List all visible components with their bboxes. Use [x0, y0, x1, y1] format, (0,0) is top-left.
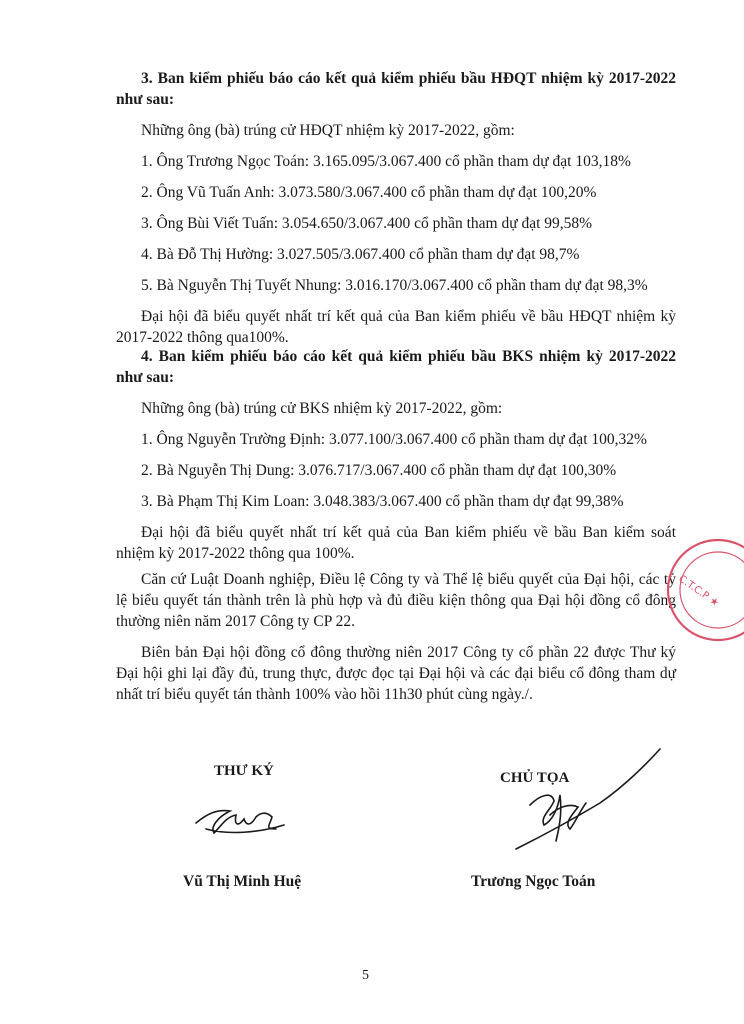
- page-number: 5: [362, 968, 369, 983]
- secretary-signature-stroke: [196, 811, 284, 834]
- legal-basis-block: [116, 569, 676, 705]
- section-3-item: 2. Ông Vũ Tuấn Anh: 3.073.580/3.067.400 cổ phần tham dự đạt 100,20%: [141, 184, 597, 201]
- secretary-name: Vũ Thị Minh Huệ: [183, 873, 302, 890]
- section-3-item: 1. Ông Trương Ngọc Toán: 3.165.095/3.067.400 cổ phần tham dự đạt 103,18%: [141, 153, 631, 170]
- chair-title: CHỦ TỌA: [500, 770, 570, 786]
- section-4-heading: 4. Ban kiểm phiếu báo cáo kết quả kiểm phiếu bầu BKS nhiệm kỳ 2017-2022 như sau:: [116, 348, 676, 386]
- chair-name: Trương Ngọc Toán: [471, 873, 596, 890]
- section-3-heading: 3. Ban kiểm phiếu báo cáo kết quả kiểm phiếu bầu HĐQT nhiệm kỳ 2017-2022 như sau:: [116, 70, 676, 108]
- section-4: [116, 346, 676, 564]
- section-4-item: 1. Ông Nguyễn Trường Định: 3.077.100/3.067.400 cổ phần tham dự đạt 100,32%: [141, 431, 647, 448]
- section-3-item: 3. Ông Bùi Viết Tuấn: 3.054.650/3.067.400 cổ phần tham dự đạt 99,58%: [141, 215, 593, 232]
- legal-basis-paragraph: Căn cứ Luật Doanh nghiệp, Điều lệ Công ty và Thể lệ biểu quyết của Đại hội, các tỷ lệ biểu quyết tán thành trên là phù hợp và đủ điều kiện thông qua Đại hội đồng cổ đông thường niên năm 2017 Công ty CP 22.: [116, 571, 676, 630]
- chair-signature-stroke: [516, 749, 660, 849]
- section-4-intro: Những ông (bà) trúng cử BKS nhiệm kỳ 2017-2022, gồm:: [141, 400, 503, 417]
- section-3-conclusion: Đại hội đã biểu quyết nhất trí kết quả của Ban kiểm phiếu về bầu HĐQT nhiệm kỳ 2017-2022 thông qua100%.: [116, 308, 676, 346]
- section-3-item: 5. Bà Nguyễn Thị Tuyết Nhung: 3.016.170/3.067.400 cổ phần tham dự đạt 98,3%: [141, 277, 648, 294]
- chair-signature: [500, 745, 670, 855]
- secretary-signature: [188, 795, 298, 845]
- section-3: [116, 68, 676, 348]
- company-stamp: [640, 528, 744, 648]
- section-3-item: 4. Bà Đỗ Thị Hường: 3.027.505/3.067.400 cổ phần tham dự đạt 98,7%: [141, 246, 580, 263]
- section-3-intro: Những ông (bà) trúng cử HĐQT nhiệm kỳ 2017-2022, gồm:: [141, 122, 515, 139]
- section-4-item: 2. Bà Nguyễn Thị Dung: 3.076.717/3.067.400 cổ phần tham dự đạt 100,30%: [141, 462, 617, 479]
- stamp-text: C.T.C.P ★: [676, 573, 721, 610]
- section-4-item: 3. Bà Phạm Thị Kim Loan: 3.048.383/3.067.400 cổ phần tham dự đạt 99,38%: [141, 493, 624, 510]
- closing-paragraph: Biên bản Đại hội đồng cổ đông thường niên 2017 Công ty cổ phần 22 được Thư ký Đại hội ghi lại đầy đủ, trung thực, được đọc tại Đại hội và các đại biểu cổ đông tham dự nhất trí biểu quyết tán thành 100% vào hồi 11h30 phút cùng ngày./.: [116, 644, 676, 703]
- secretary-title: THƯ KÝ: [214, 763, 274, 779]
- section-4-conclusion: Đại hội đã biểu quyết nhất trí kết quả của Ban kiểm phiếu về bầu Ban kiểm soát nhiệm kỳ 2017-2022 thông qua 100%.: [116, 524, 676, 562]
